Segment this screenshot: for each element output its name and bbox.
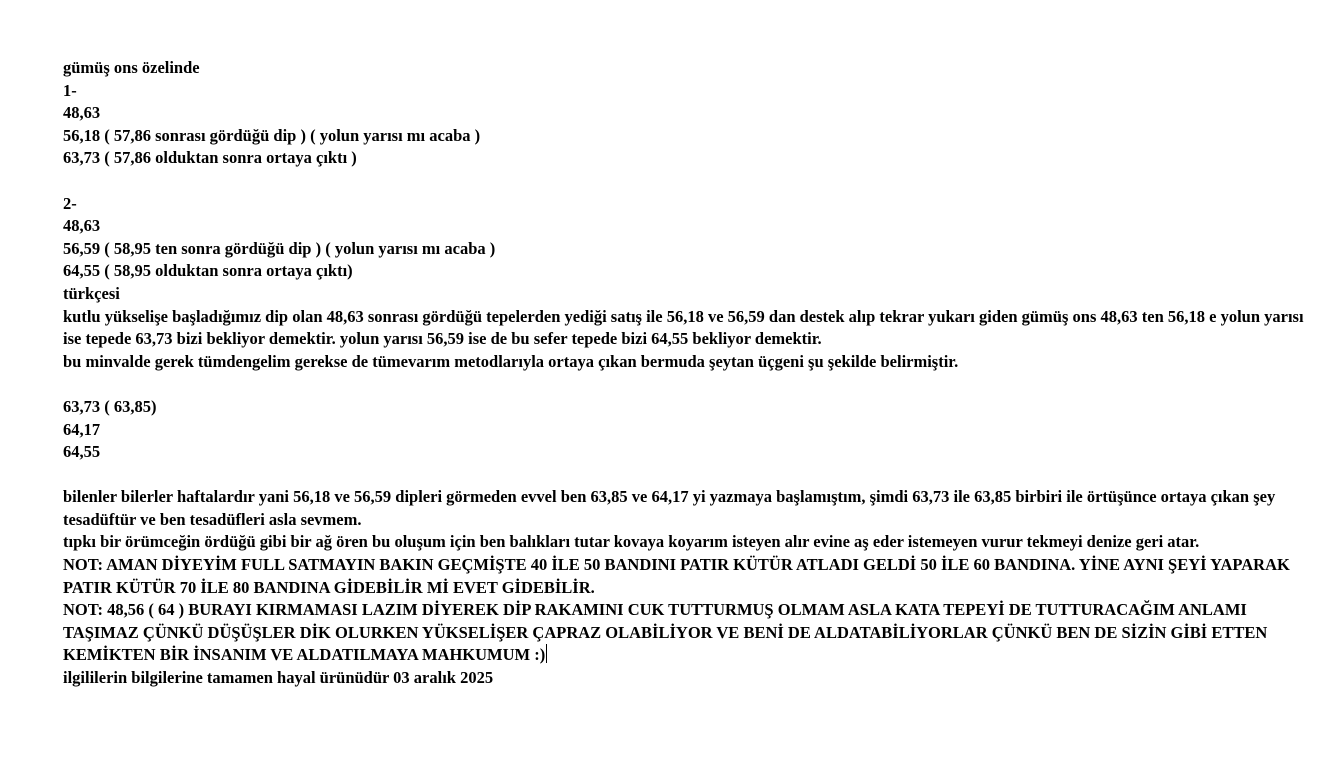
section-number-2: 2- (63, 193, 77, 213)
note-paragraph: NOT: AMAN DİYEYİM FULL SATMAYIN BAKIN GEÇMİŞTE 40 İLE 50 BANDINI PATIR KÜTÜR ATLADI GELDİ 50 İLE 60 BANDINA. YİNE AYNI ŞEYİ YAPARAK PATIR KÜTÜR 70 İLE 80 BANDINA GİDEBİLİR Mİ EVET GİDEBİLİR. (63, 555, 1290, 597)
note-text: NOT: 48,56 ( 64 ) BURAYI KIRMAMASI LAZIM DİYEREK DİP RAKAMINI CUK TUTTURMUŞ OLMAM ASLA KATA TEPEYİ DE TUTTURACAĞIM ANLAMI TAŞIMAZ ÇÜNKÜ DÜŞÜŞLER DİK OLURKEN YÜKSELİŞER ÇAPRAZ OLABİLİYOR VE BENİ DE ALDATABİLİYORLAR ÇÜNKÜ BEN DE SİZİN GİBİ ETTEN KEMİKTEN BİR İNSANIM VE ALDATILMAYA MAHKUMUM :) (63, 600, 1268, 665)
blank-line (63, 170, 1323, 193)
note-paragraph-with-caret (63, 599, 1323, 667)
text-line: 56,59 ( 58,95 ten sonra gördüğü dip ) ( yolun yarısı mı acaba ) (63, 238, 496, 258)
level-line: 64,17 (63, 419, 101, 439)
text-cursor (546, 644, 547, 663)
text-line: 48,63 (63, 216, 101, 236)
turkcesi-label: türkçesi (63, 283, 120, 303)
document-heading: gümüş ons özelinde (63, 58, 200, 77)
text-line: 63,73 ( 57,86 olduktan sonra ortaya çıktı ) (63, 148, 357, 168)
paragraph: bilenler bilerler haftalardır yani 56,18 ve 56,59 dipleri görmeden evvel ben 63,85 ve 64,17 yi yazmaya başlamıştım, şimdi 63,73 ile 63,85 birbiri ile örtüşünce ortaya çıkan şey tesadüftür ve ben tesadüfleri asla sevmem. (63, 487, 1276, 529)
blank-line (63, 373, 1323, 396)
section-number-1: 1- (63, 80, 77, 100)
level-line: 64,55 (63, 442, 101, 462)
level-line: 63,73 ( 63,85) (63, 396, 157, 416)
footer-line: ilgililerin bilgilerine tamamen hayal ürünüdür 03 aralık 2025 (63, 668, 494, 688)
paragraph: tıpkı bir örümceğin ördüğü gibi bir ağ ören bu oluşum için ben balıkları tutar kovaya koyarım isteyen alır evine aş eder istemeyen vurur tekmeyi denize geri atar. (63, 532, 1200, 552)
text-line: 56,18 ( 57,86 sonrası gördüğü dip ) ( yolun yarısı mı acaba ) (63, 125, 481, 145)
blank-line (63, 464, 1323, 487)
text-line: 64,55 ( 58,95 olduktan sonra ortaya çıktı) (63, 261, 353, 281)
paragraph: kutlu yükselişe başladığımız dip olan 48,63 sonrası gördüğü tepelerden yediği satış ile 56,18 ve 56,59 dan destek alıp tekrar yukarı giden gümüş ons 48,63 ten 56,18 e yolun yarısı ise tepede 63,73 bizi bekliyor demektir. yolun yarısı 56,59 ise de bu sefer tepede bizi 64,55 bekliyor demektir. (63, 306, 1304, 349)
paragraph: bu minvalde gerek tümdengelim gerekse de tümevarım metodlarıyla ortaya çıkan bermuda şeytan üçgeni şu şekilde belirmiştir. (63, 351, 959, 371)
text-line: 48,63 (63, 103, 101, 123)
document-body[interactable] (63, 57, 1323, 690)
